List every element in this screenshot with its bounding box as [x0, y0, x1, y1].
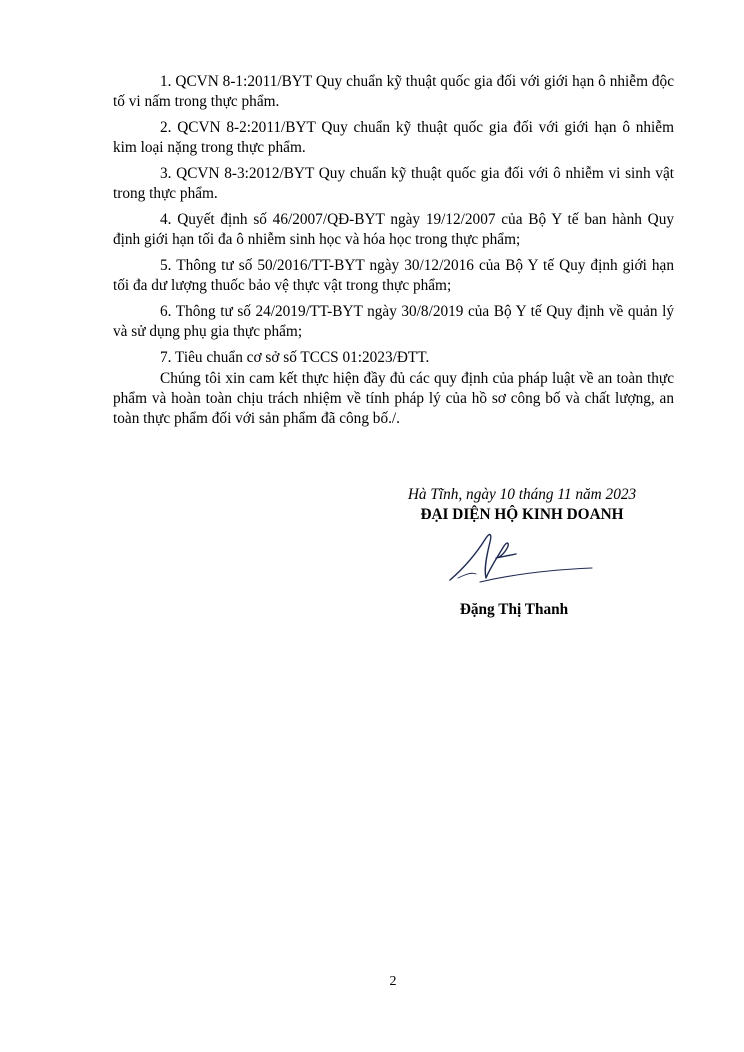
document-body — [113, 72, 674, 429]
regulation-item-5: 5. Thông tư số 50/2016/TT-BYT ngày 30/12/2016 của Bộ Y tế Quy định giới hạn tối đa dư lượng thuốc bảo vệ thực vật trong thực phẩm; — [113, 257, 674, 294]
regulation-item-1: 1. QCVN 8-1:2011/BYT Quy chuẩn kỹ thuật quốc gia đối với giới hạn ô nhiễm độc tố vi nấm trong thực phẩm. — [113, 73, 674, 110]
regulation-item-3: 3. QCVN 8-3:2012/BYT Quy chuẩn kỹ thuật quốc gia đối với ô nhiễm vi sinh vật trong thực phẩm. — [113, 165, 674, 202]
signature-block — [352, 485, 692, 525]
place-date: Hà Tĩnh, ngày 10 tháng 11 năm 2023 — [407, 486, 637, 503]
signer-title: ĐẠI DIỆN HỘ KINH DOANH — [420, 506, 624, 523]
regulation-item-6: 6. Thông tư số 24/2019/TT-BYT ngày 30/8/2019 của Bộ Y tế Quy định về quản lý và sử dụng phụ gia thực phẩm; — [113, 303, 674, 340]
signer-name: Đặng Thị Thanh — [459, 601, 569, 618]
commitment-paragraph: Chúng tôi xin cam kết thực hiện đầy đủ các quy định của pháp luật về an toàn thực phẩm và hoàn toàn chịu trách nhiệm về tính pháp lý của hồ sơ công bố và chất lượng, an toàn thực phẩm đối với sản phẩm đã công bố./. — [113, 370, 674, 427]
regulation-item-7: 7. Tiêu chuẩn cơ sở số TCCS 01:2023/ĐTT. — [160, 349, 430, 366]
handwritten-signature — [446, 528, 596, 592]
regulation-item-2: 2. QCVN 8-2:2011/BYT Quy chuẩn kỹ thuật quốc gia đối với giới hạn ô nhiễm kim loại nặng trong thực phẩm. — [113, 119, 674, 156]
regulation-item-4: 4. Quyết định số 46/2007/QĐ-BYT ngày 19/12/2007 của Bộ Y tế ban hành Quy định giới hạn tối đa ô nhiễm sinh học và hóa học trong thực phẩm; — [113, 211, 674, 248]
page-number: 2 — [389, 974, 397, 989]
